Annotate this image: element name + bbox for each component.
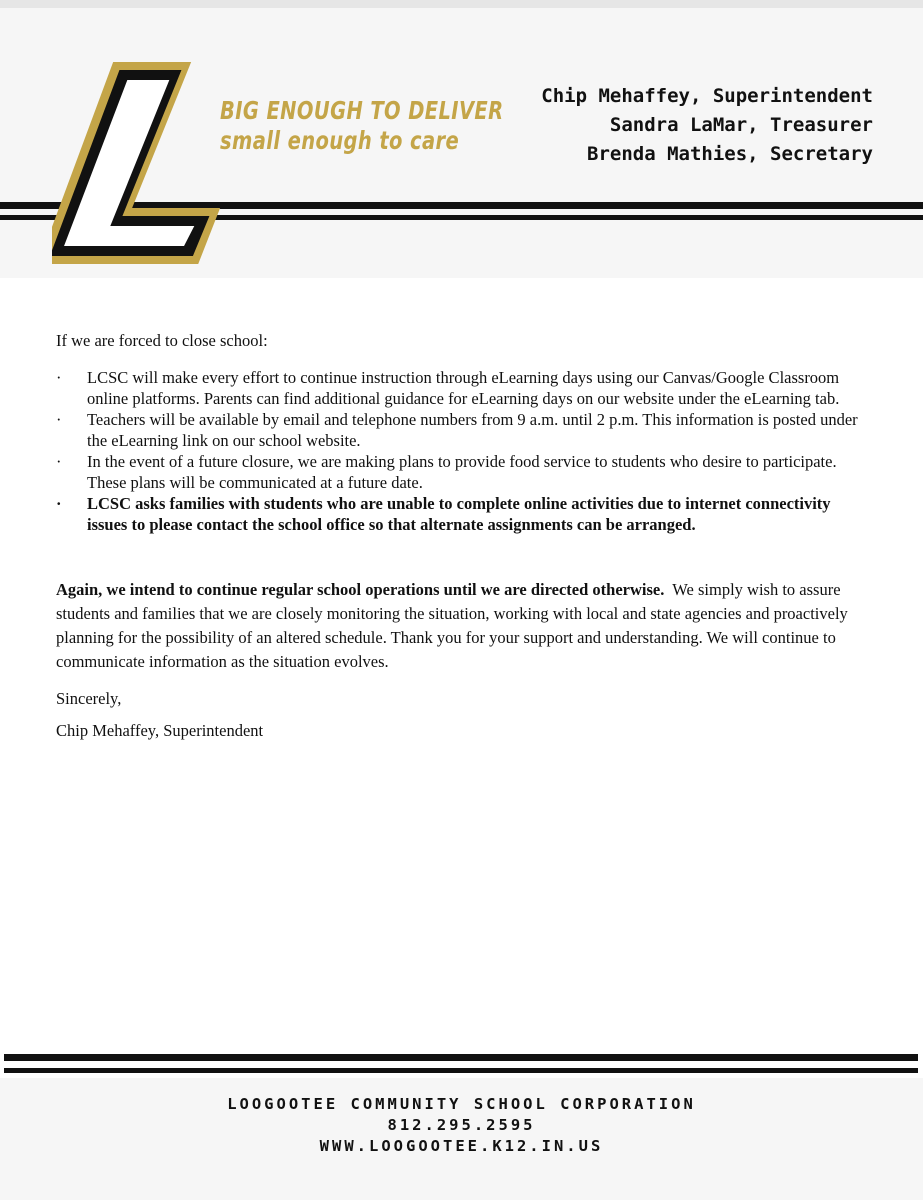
main-paragraph	[56, 578, 871, 674]
list-item	[56, 451, 871, 493]
staff-superintendent: Chip Mehaffey, Superintendent	[541, 85, 873, 107]
organization-name: LOOGOOTEE COMMUNITY SCHOOL CORPORATION	[227, 1095, 696, 1113]
footer-stripe	[4, 1054, 918, 1061]
staff-secretary: Brenda Mathies, Secretary	[587, 143, 873, 165]
school-logo	[52, 58, 252, 268]
bullet-symbol: ·	[56, 452, 62, 471]
bullet-text: LCSC asks families with students who are unable to complete online activities due to internet connectivity issues to please contact the school office so that alternate assignments can be arranged.	[87, 494, 831, 534]
paragraph-emphasis: Again, we intend to continue regular school operations until we are directed otherwise.	[56, 580, 665, 599]
footer-contact	[0, 1094, 923, 1157]
bullet-list	[56, 367, 871, 535]
signature: Chip Mehaffey, Superintendent	[56, 721, 264, 740]
staff-treasurer: Sandra LaMar, Treasurer	[609, 114, 873, 136]
website-url: WWW.LOOGOOTEE.K12.IN.US	[319, 1137, 604, 1155]
list-item	[56, 367, 871, 409]
bullet-text: In the event of a future closure, we are making plans to provide food service to students who desire to participate. These plans will be communicated at a future date.	[87, 452, 837, 492]
letter-intro: If we are forced to close school:	[56, 331, 268, 350]
page-edge	[0, 0, 923, 8]
list-item	[56, 493, 871, 535]
phone-number: 812.295.2595	[387, 1116, 536, 1134]
bullet-symbol: ·	[56, 494, 62, 513]
tagline-line-2: small enough to care	[220, 126, 460, 155]
bullet-text: Teachers will be available by email and telephone numbers from 9 a.m. until 2 p.m. This information is posted under the eLearning link on our school website.	[87, 410, 858, 450]
tagline-line-1: BIG ENOUGH TO DELIVER	[220, 96, 504, 125]
paragraph-text: We simply wish to assure students and families that we are closely monitoring the situation, working with local and state agencies and proactively planning for the possibility of an altered schedule. Thank you for your support and understanding. We will continue to communicate information as the situation evolves.	[56, 580, 848, 671]
bullet-symbol: ·	[56, 410, 62, 429]
bullet-text: LCSC will make every effort to continue instruction through eLearning days using our Canvas/Google Classroom online platforms. Parents can find additional guidance for eLearning days on our website under the eLearning tab.	[87, 368, 840, 408]
staff-list	[541, 82, 873, 169]
footer-stripe	[4, 1068, 918, 1073]
closing: Sincerely,	[56, 689, 122, 708]
list-item	[56, 409, 871, 451]
bullet-symbol: ·	[56, 368, 62, 387]
